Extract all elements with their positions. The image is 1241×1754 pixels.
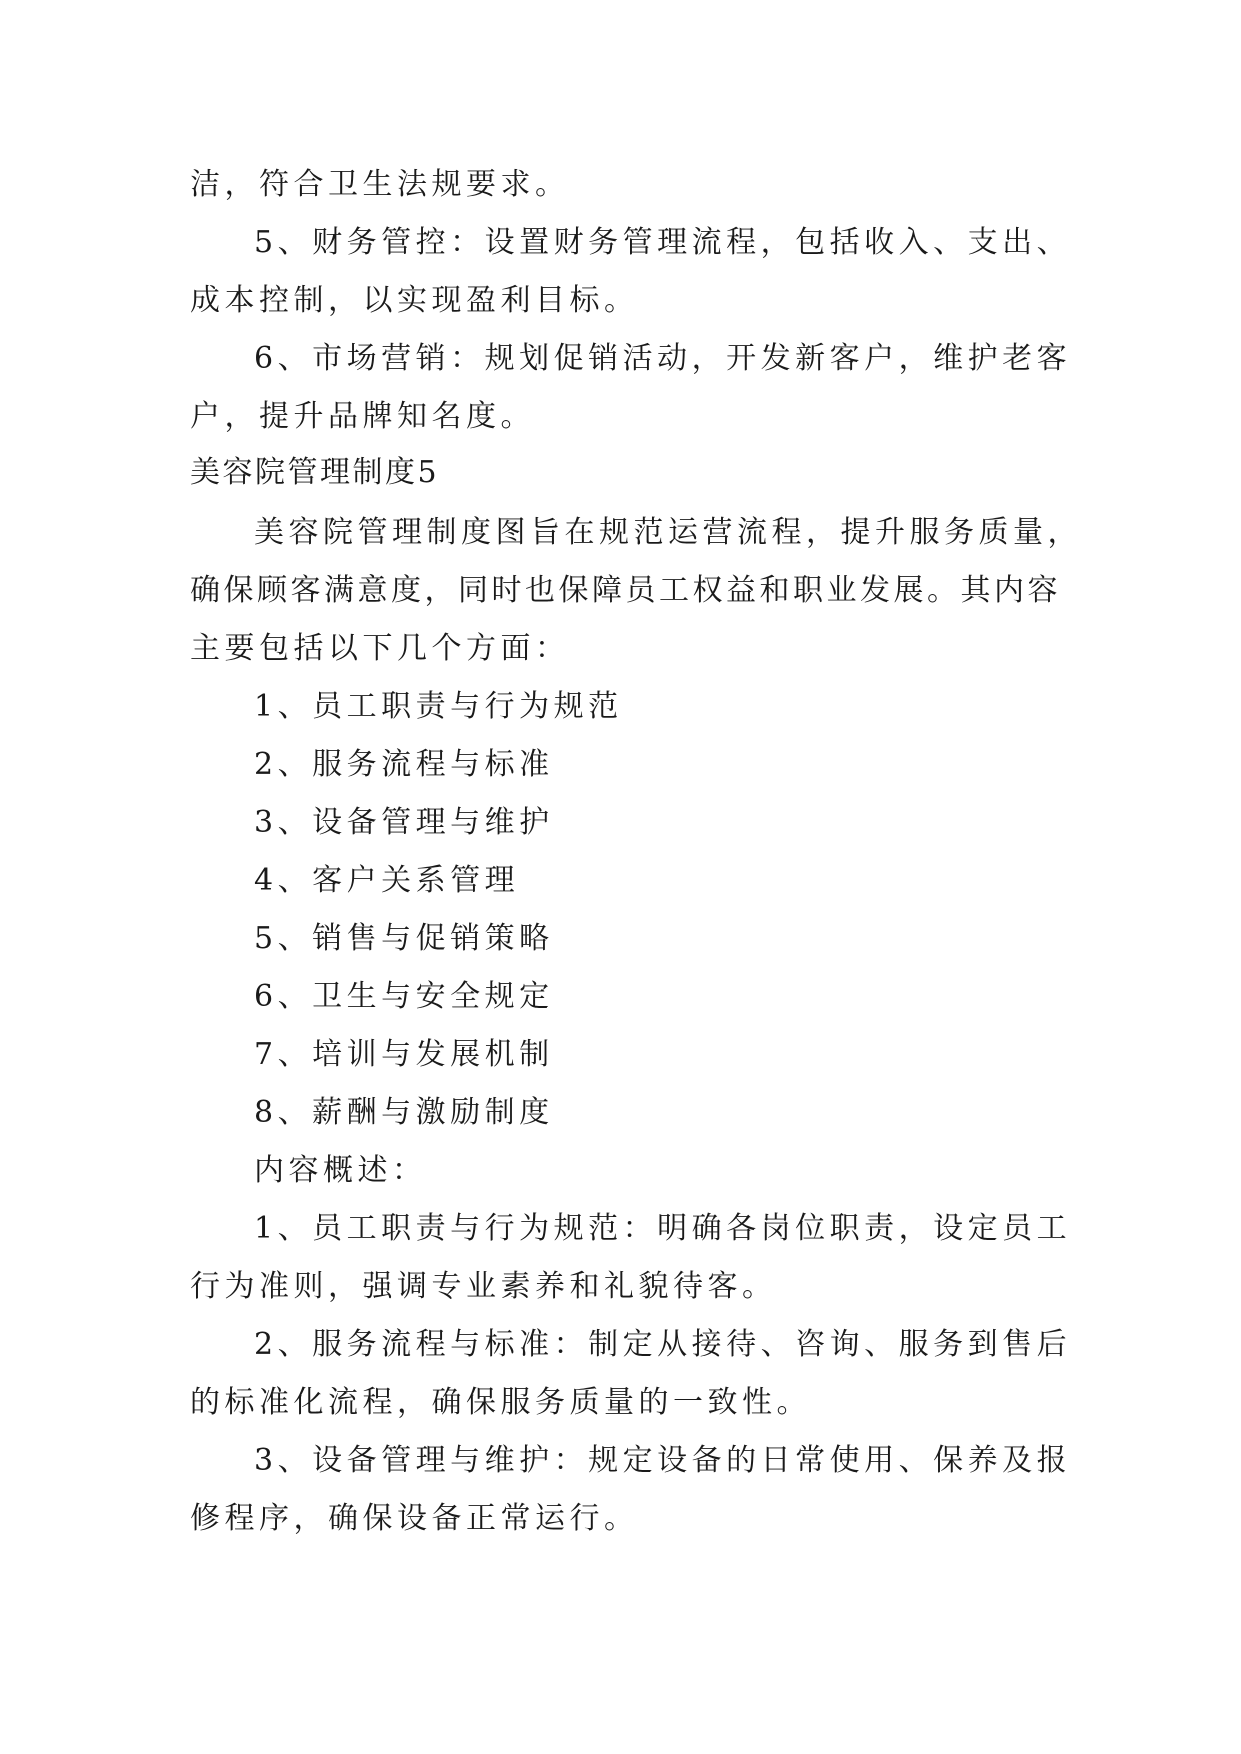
text-line: 5、财务管控：设置财务管理流程，包括收入、支出、 <box>254 225 1072 260</box>
text-line: 修程序，确保设备正常运行。 <box>190 1501 639 1536</box>
list-item: 7、培训与发展机制 <box>254 1037 554 1072</box>
list-item: 4、客户关系管理 <box>254 863 520 898</box>
list-item: 2、服务流程与标准 <box>254 747 554 782</box>
text-line: 3、设备管理与维护：规定设备的日常使用、保养及报 <box>254 1443 1072 1478</box>
list-item: 5、销售与促销策略 <box>254 921 554 956</box>
text-line: 1、员工职责与行为规范：明确各岗位职责，设定员工 <box>254 1211 1072 1246</box>
text-line: 行为准则，强调专业素养和礼貌待客。 <box>190 1269 777 1304</box>
list-item: 8、薪酬与激励制度 <box>254 1095 554 1130</box>
text-line: 洁，符合卫生法规要求。 <box>190 167 570 202</box>
list-item: 6、卫生与安全规定 <box>254 979 554 1014</box>
text-line: 成本控制，以实现盈利目标。 <box>190 283 639 318</box>
section-heading: 美容院管理制度5 <box>190 455 440 490</box>
list-item: 1、员工职责与行为规范 <box>254 689 623 724</box>
subheading: 内容概述： <box>254 1153 427 1188</box>
text-line: 美容院管理制度图旨在规范运营流程，提升服务质量， <box>254 515 1082 550</box>
text-line: 的标准化流程，确保服务质量的一致性。 <box>190 1385 811 1420</box>
text-line: 6、市场营销：规划促销活动，开发新客户，维护老客 <box>254 341 1072 376</box>
text-line: 确保顾客满意度，同时也保障员工权益和职业发展。其内容 <box>190 573 1061 608</box>
text-line: 主要包括以下几个方面： <box>190 631 570 666</box>
text-line: 2、服务流程与标准：制定从接待、咨询、服务到售后 <box>254 1327 1072 1362</box>
text-line: 户，提升品牌知名度。 <box>190 399 535 434</box>
list-item: 3、设备管理与维护 <box>254 805 554 840</box>
